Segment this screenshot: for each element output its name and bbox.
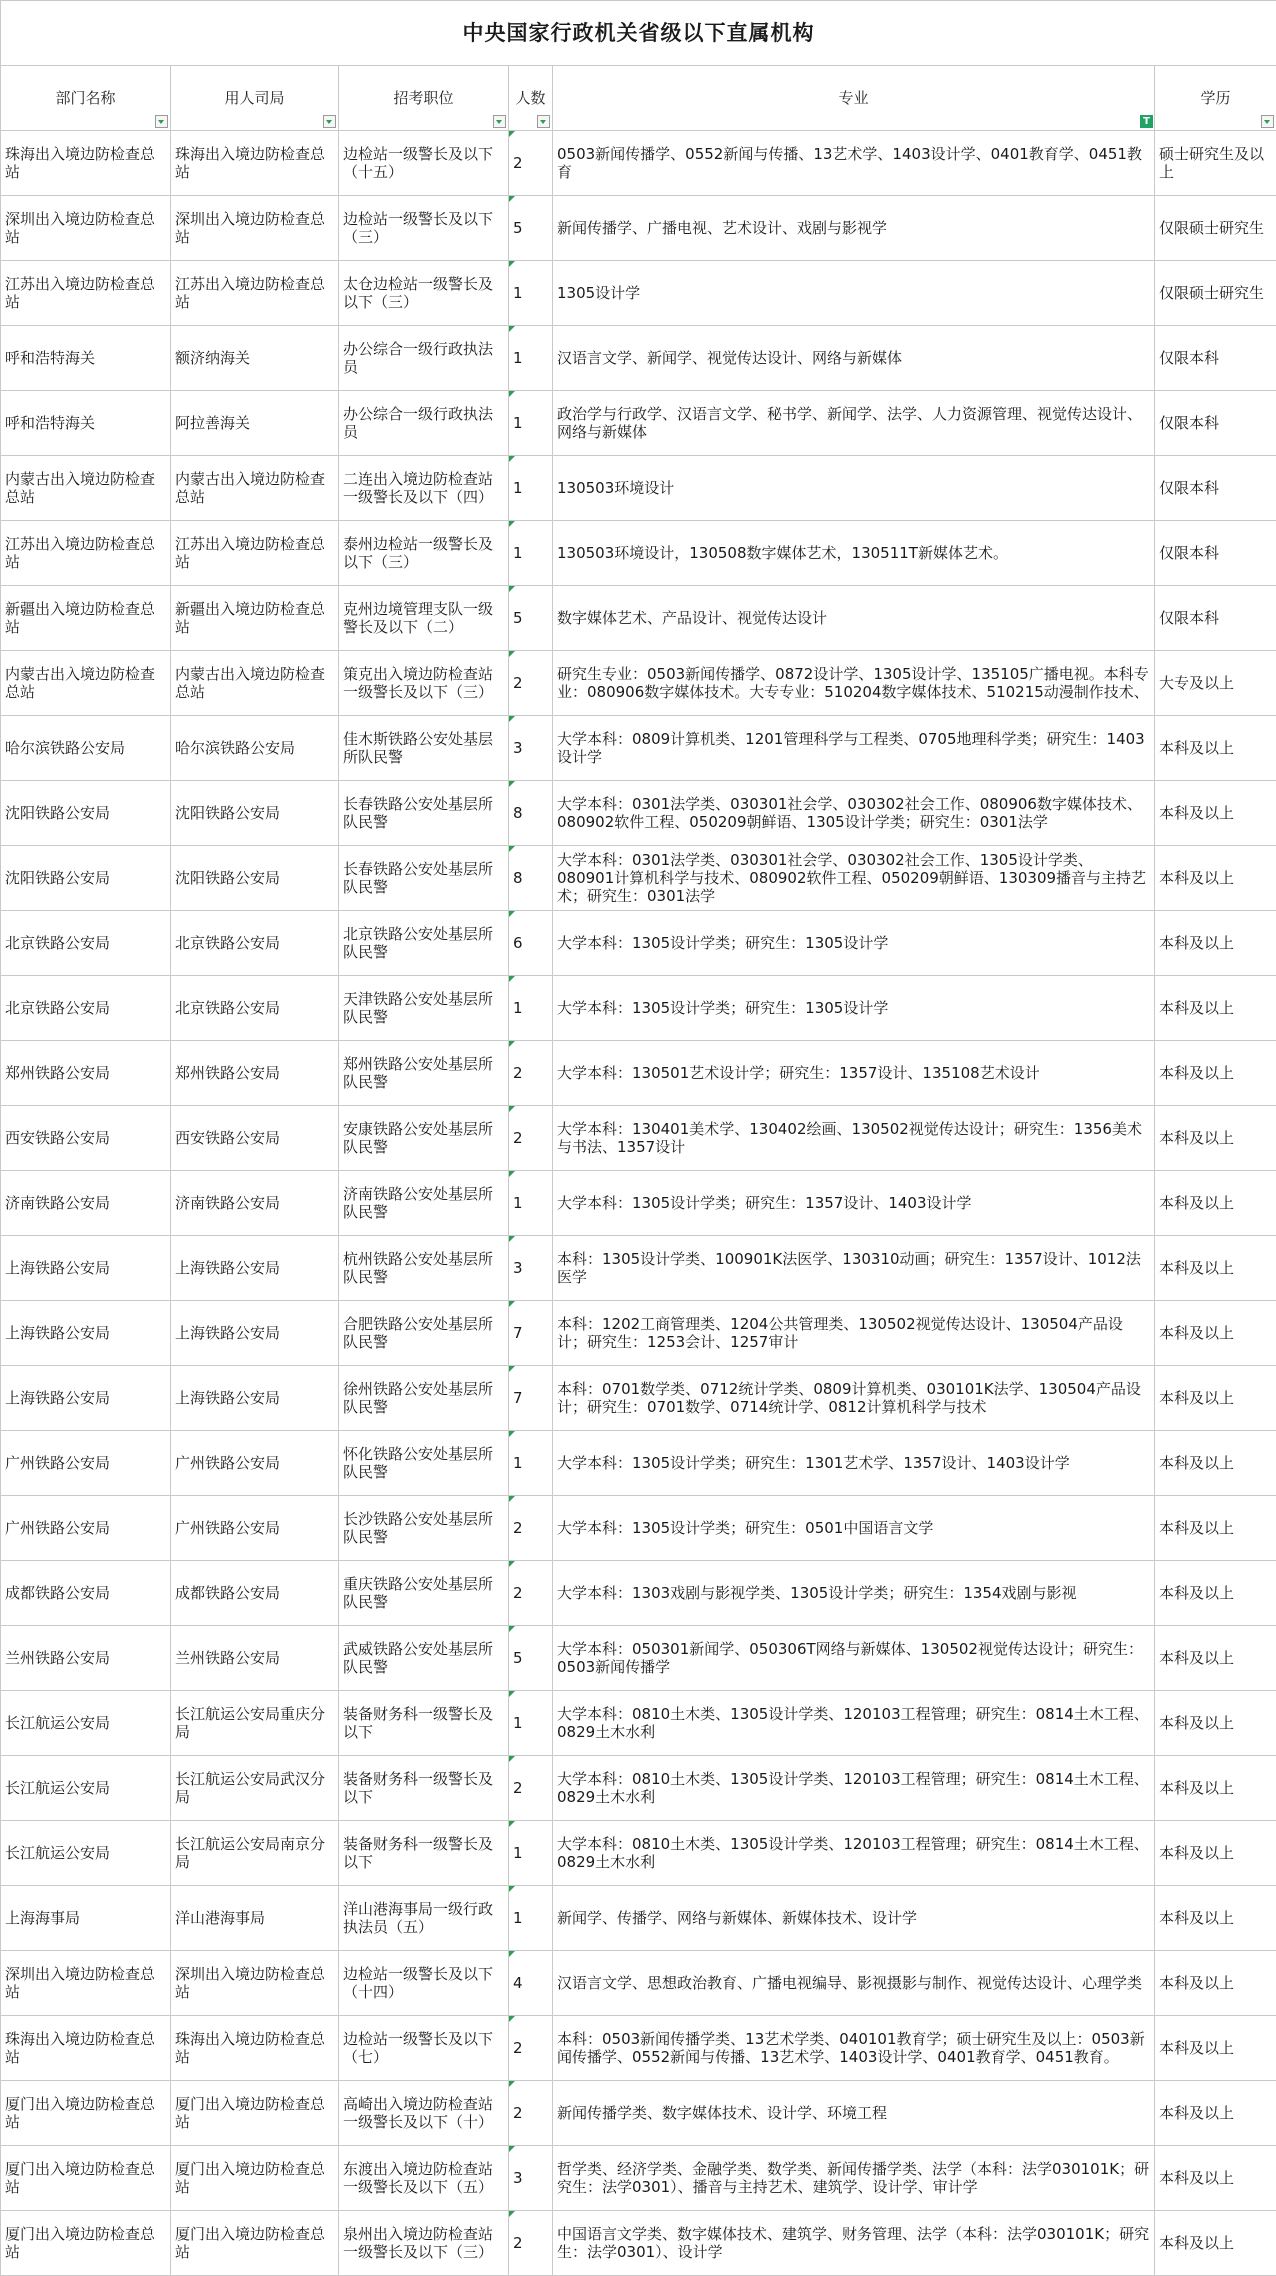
edu-cell[interactable]: 本科及以上 — [1155, 1886, 1276, 1951]
dept-cell[interactable]: 新疆出入境边防检查总站 — [1, 586, 171, 651]
dept-cell[interactable]: 西安铁路公安局 — [1, 1106, 171, 1171]
count-cell[interactable]: 4 — [509, 1951, 553, 2016]
table-row — [1, 2081, 1276, 2146]
position-cell[interactable]: 边检站一级警长及以下（十五） — [339, 131, 509, 196]
bureau-cell[interactable]: 广州铁路公安局 — [171, 1431, 339, 1496]
edu-cell[interactable]: 本科及以上 — [1155, 1106, 1276, 1171]
major-cell[interactable]: 本科：1202工商管理类、1204公共管理类、130502视觉传达设计、130504产品设计；研究生：1253会计、1257审计 — [553, 1301, 1155, 1366]
table-row — [1, 846, 1276, 911]
edu-cell[interactable]: 本科及以上 — [1155, 1041, 1276, 1106]
dept-cell[interactable]: 呼和浩特海关 — [1, 391, 171, 456]
table-row — [1, 1691, 1276, 1756]
filter-dropdown-icon[interactable] — [537, 115, 550, 128]
edu-cell[interactable]: 本科及以上 — [1155, 1821, 1276, 1886]
count-cell[interactable]: 5 — [509, 1626, 553, 1691]
edu-cell[interactable]: 仅限本科 — [1155, 326, 1276, 391]
count-cell[interactable]: 1 — [509, 456, 553, 521]
edu-cell[interactable]: 本科及以上 — [1155, 1561, 1276, 1626]
count-cell[interactable]: 3 — [509, 2146, 553, 2211]
filter-dropdown-icon[interactable] — [155, 115, 168, 128]
major-cell[interactable]: 中国语言文学类、数字媒体技术、建筑学、财务管理、法学（本科：法学030101K；研究生：法学0301）、设计学 — [553, 2211, 1155, 2276]
position-cell[interactable]: 徐州铁路公安处基层所队民警 — [339, 1366, 509, 1431]
position-cell[interactable]: 高崎出入境边防检查站一级警长及以下（十） — [339, 2081, 509, 2146]
table-row — [1, 1756, 1276, 1821]
major-cell[interactable]: 大学本科：0810土木类、1305设计学类、120103工程管理；研究生：0814土木工程、0829土木水利 — [553, 1691, 1155, 1756]
dept-cell[interactable]: 北京铁路公安局 — [1, 976, 171, 1041]
table-row — [1, 521, 1276, 586]
dept-cell[interactable]: 江苏出入境边防检查总站 — [1, 261, 171, 326]
text-filter-icon[interactable]: T — [1140, 115, 1153, 128]
count-cell[interactable]: 8 — [509, 846, 553, 911]
bureau-cell[interactable]: 成都铁路公安局 — [171, 1561, 339, 1626]
bureau-cell[interactable]: 厦门出入境边防检查总站 — [171, 2081, 339, 2146]
bureau-cell[interactable]: 江苏出入境边防检查总站 — [171, 261, 339, 326]
dept-cell[interactable]: 厦门出入境边防检查总站 — [1, 2146, 171, 2211]
count-cell[interactable]: 1 — [509, 1886, 553, 1951]
table-row — [1, 196, 1276, 261]
major-cell[interactable]: 大学本科：1305设计学类；研究生：1305设计学 — [553, 911, 1155, 976]
edu-cell[interactable]: 硕士研究生及以上 — [1155, 131, 1276, 196]
column-header-major[interactable] — [553, 66, 1155, 131]
major-cell[interactable]: 大学本科：1305设计学类；研究生：0501中国语言文学 — [553, 1496, 1155, 1561]
table-row — [1, 1951, 1276, 2016]
count-cell[interactable]: 2 — [509, 1561, 553, 1626]
dept-cell[interactable]: 江苏出入境边防检查总站 — [1, 521, 171, 586]
count-cell[interactable]: 1 — [509, 391, 553, 456]
dept-cell[interactable]: 哈尔滨铁路公安局 — [1, 716, 171, 781]
count-cell[interactable]: 3 — [509, 716, 553, 781]
edu-cell[interactable]: 本科及以上 — [1155, 2016, 1276, 2081]
count-cell[interactable]: 5 — [509, 196, 553, 261]
bureau-cell[interactable]: 深圳出入境边防检查总站 — [171, 1951, 339, 2016]
major-cell[interactable]: 大学本科：0301法学类、030301社会学、030302社会工作、1305设计学类、080901计算机科学与技术、080902软件工程、050209朝鲜语、130309播音与主持艺术；研究生：0301法学 — [553, 846, 1155, 911]
position-cell[interactable]: 办公综合一级行政执法员 — [339, 391, 509, 456]
column-header-label: 人数 — [515, 89, 546, 107]
position-cell[interactable]: 泰州边检站一级警长及以下（三） — [339, 521, 509, 586]
edu-cell[interactable]: 本科及以上 — [1155, 1301, 1276, 1366]
bureau-cell[interactable]: 阿拉善海关 — [171, 391, 339, 456]
position-cell[interactable]: 克州边境管理支队一级警长及以下（二） — [339, 586, 509, 651]
edu-cell[interactable]: 仅限本科 — [1155, 521, 1276, 586]
major-cell[interactable]: 新闻传播学、广播电视、艺术设计、戏剧与影视学 — [553, 196, 1155, 261]
count-cell[interactable]: 1 — [509, 1171, 553, 1236]
column-header-label: 招考职位 — [393, 89, 454, 107]
position-cell[interactable]: 长春铁路公安处基层所队民警 — [339, 781, 509, 846]
position-cell[interactable]: 怀化铁路公安处基层所队民警 — [339, 1431, 509, 1496]
position-cell[interactable]: 装备财务科一级警长及以下 — [339, 1821, 509, 1886]
edu-cell[interactable]: 本科及以上 — [1155, 846, 1276, 911]
major-cell[interactable]: 新闻学、传播学、网络与新媒体、新媒体技术、设计学 — [553, 1886, 1155, 1951]
bureau-cell[interactable]: 深圳出入境边防检查总站 — [171, 196, 339, 261]
position-cell[interactable]: 安康铁路公安处基层所队民警 — [339, 1106, 509, 1171]
bureau-cell[interactable]: 上海铁路公安局 — [171, 1366, 339, 1431]
table-row — [1, 1366, 1276, 1431]
major-cell[interactable]: 大学本科：050301新闻学、050306T网络与新媒体、130502视觉传达设计；研究生：0503新闻传播学 — [553, 1626, 1155, 1691]
bureau-cell[interactable]: 沈阳铁路公安局 — [171, 781, 339, 846]
count-cell[interactable]: 6 — [509, 911, 553, 976]
table-row — [1, 1236, 1276, 1301]
count-cell[interactable]: 1 — [509, 261, 553, 326]
count-cell[interactable]: 1 — [509, 521, 553, 586]
count-cell[interactable]: 2 — [509, 2016, 553, 2081]
bureau-cell[interactable]: 厦门出入境边防检查总站 — [171, 2146, 339, 2211]
table-row — [1, 261, 1276, 326]
count-cell[interactable]: 2 — [509, 2081, 553, 2146]
major-cell[interactable]: 汉语言文学、新闻学、视觉传达设计、网络与新媒体 — [553, 326, 1155, 391]
table-row — [1, 1301, 1276, 1366]
dept-cell[interactable]: 广州铁路公安局 — [1, 1431, 171, 1496]
major-cell[interactable]: 大学本科：130501艺术设计学；研究生：1357设计、135108艺术设计 — [553, 1041, 1155, 1106]
bureau-cell[interactable]: 济南铁路公安局 — [171, 1171, 339, 1236]
table-row — [1, 1171, 1276, 1236]
bureau-cell[interactable]: 上海铁路公安局 — [171, 1301, 339, 1366]
edu-cell[interactable]: 本科及以上 — [1155, 1691, 1276, 1756]
major-cell[interactable]: 0503新闻传播学、0552新闻与传播、13艺术学、1403设计学、0401教育学、0451教育 — [553, 131, 1155, 196]
column-header-bureau[interactable] — [171, 66, 339, 131]
table-row — [1, 1041, 1276, 1106]
column-header-label: 用人司局 — [224, 89, 285, 107]
edu-cell[interactable]: 大专及以上 — [1155, 651, 1276, 716]
major-cell[interactable]: 政治学与行政学、汉语言文学、秘书学、新闻学、法学、人力资源管理、视觉传达设计、网络与新媒体 — [553, 391, 1155, 456]
count-cell[interactable]: 5 — [509, 586, 553, 651]
header-row — [1, 66, 1276, 131]
bureau-cell[interactable]: 洋山港海事局 — [171, 1886, 339, 1951]
column-header-label: 专业 — [838, 89, 869, 107]
dept-cell[interactable]: 北京铁路公安局 — [1, 911, 171, 976]
position-cell[interactable]: 办公综合一级行政执法员 — [339, 326, 509, 391]
count-cell[interactable]: 1 — [509, 1431, 553, 1496]
bureau-cell[interactable]: 哈尔滨铁路公安局 — [171, 716, 339, 781]
position-cell[interactable]: 济南铁路公安处基层所队民警 — [339, 1171, 509, 1236]
major-cell[interactable]: 大学本科：0301法学类、030301社会学、030302社会工作、080906数字媒体技术、080902软件工程、050209朝鲜语、1305设计学类；研究生：0301法学 — [553, 781, 1155, 846]
bureau-cell[interactable]: 沈阳铁路公安局 — [171, 846, 339, 911]
dept-cell[interactable]: 上海铁路公安局 — [1, 1301, 171, 1366]
edu-cell[interactable]: 本科及以上 — [1155, 1236, 1276, 1301]
table-row — [1, 326, 1276, 391]
position-cell[interactable]: 边检站一级警长及以下（七） — [339, 2016, 509, 2081]
bureau-cell[interactable]: 北京铁路公安局 — [171, 911, 339, 976]
column-header-edu[interactable] — [1155, 66, 1276, 131]
dept-cell[interactable]: 珠海出入境边防检查总站 — [1, 2016, 171, 2081]
table-row — [1, 1886, 1276, 1951]
column-header-position[interactable] — [339, 66, 509, 131]
edu-cell[interactable]: 本科及以上 — [1155, 1626, 1276, 1691]
bureau-cell[interactable]: 西安铁路公安局 — [171, 1106, 339, 1171]
dept-cell[interactable]: 济南铁路公安局 — [1, 1171, 171, 1236]
table-row — [1, 1106, 1276, 1171]
major-cell[interactable]: 大学本科：130401美术学、130402绘画、130502视觉传达设计；研究生：1356美术与书法、1357设计 — [553, 1106, 1155, 1171]
bureau-cell[interactable]: 广州铁路公安局 — [171, 1496, 339, 1561]
column-header-dept[interactable] — [1, 66, 171, 131]
count-cell[interactable]: 2 — [509, 1496, 553, 1561]
edu-cell[interactable]: 本科及以上 — [1155, 716, 1276, 781]
dept-cell[interactable]: 广州铁路公安局 — [1, 1496, 171, 1561]
bureau-cell[interactable]: 长江航运公安局武汉分局 — [171, 1756, 339, 1821]
major-cell[interactable]: 大学本科：1305设计学类；研究生：1305设计学 — [553, 976, 1155, 1041]
position-cell[interactable]: 北京铁路公安处基层所队民警 — [339, 911, 509, 976]
position-cell[interactable]: 天津铁路公安处基层所队民警 — [339, 976, 509, 1041]
position-cell[interactable]: 洋山港海事局一级行政执法员（五） — [339, 1886, 509, 1951]
edu-cell[interactable]: 本科及以上 — [1155, 1366, 1276, 1431]
bureau-cell[interactable]: 兰州铁路公安局 — [171, 1626, 339, 1691]
dept-cell[interactable]: 兰州铁路公安局 — [1, 1626, 171, 1691]
position-cell[interactable]: 太仓边检站一级警长及以下（三） — [339, 261, 509, 326]
bureau-cell[interactable]: 长江航运公安局南京分局 — [171, 1821, 339, 1886]
table-row — [1, 131, 1276, 196]
dept-cell[interactable]: 厦门出入境边防检查总站 — [1, 2211, 171, 2276]
count-cell[interactable]: 1 — [509, 1691, 553, 1756]
edu-cell[interactable]: 仅限本科 — [1155, 586, 1276, 651]
position-cell[interactable]: 武威铁路公安处基层所队民警 — [339, 1626, 509, 1691]
bureau-cell[interactable]: 上海铁路公安局 — [171, 1236, 339, 1301]
dept-cell[interactable]: 沈阳铁路公安局 — [1, 781, 171, 846]
bureau-cell[interactable]: 江苏出入境边防检查总站 — [171, 521, 339, 586]
major-cell[interactable]: 130503环境设计 — [553, 456, 1155, 521]
table-row — [1, 2016, 1276, 2081]
dept-cell[interactable]: 上海铁路公安局 — [1, 1236, 171, 1301]
major-cell[interactable]: 大学本科：0810土木类、1305设计学类、120103工程管理；研究生：0814土木工程、0829土木水利 — [553, 1756, 1155, 1821]
table-row — [1, 2211, 1276, 2276]
dept-cell[interactable]: 内蒙古出入境边防检查总站 — [1, 456, 171, 521]
edu-cell[interactable]: 仅限硕士研究生 — [1155, 196, 1276, 261]
edu-cell[interactable]: 本科及以上 — [1155, 1431, 1276, 1496]
major-cell[interactable]: 数字媒体艺术、产品设计、视觉传达设计 — [553, 586, 1155, 651]
dept-cell[interactable]: 深圳出入境边防检查总站 — [1, 196, 171, 261]
dept-cell[interactable]: 长江航运公安局 — [1, 1821, 171, 1886]
position-cell[interactable]: 装备财务科一级警长及以下 — [339, 1691, 509, 1756]
dept-cell[interactable]: 长江航运公安局 — [1, 1756, 171, 1821]
major-cell[interactable]: 1305设计学 — [553, 261, 1155, 326]
bureau-cell[interactable]: 北京铁路公安局 — [171, 976, 339, 1041]
position-cell[interactable]: 边检站一级警长及以下（十四） — [339, 1951, 509, 2016]
position-cell[interactable]: 东渡出入境边防检查站一级警长及以下（五） — [339, 2146, 509, 2211]
major-cell[interactable]: 大学本科：1305设计学类；研究生：1357设计、1403设计学 — [553, 1171, 1155, 1236]
position-cell[interactable]: 泉州出入境边防检查站一级警长及以下（三） — [339, 2211, 509, 2276]
edu-cell[interactable]: 本科及以上 — [1155, 2081, 1276, 2146]
dept-cell[interactable]: 内蒙古出入境边防检查总站 — [1, 651, 171, 716]
position-cell[interactable]: 长春铁路公安处基层所队民警 — [339, 846, 509, 911]
table-row — [1, 1821, 1276, 1886]
table-title: 中央国家行政机关省级以下直属机构 — [1, 1, 1276, 66]
edu-cell[interactable]: 本科及以上 — [1155, 781, 1276, 846]
edu-cell[interactable]: 仅限本科 — [1155, 456, 1276, 521]
bureau-cell[interactable]: 内蒙古出入境边防检查总站 — [171, 456, 339, 521]
position-cell[interactable]: 郑州铁路公安处基层所队民警 — [339, 1041, 509, 1106]
count-cell[interactable]: 7 — [509, 1301, 553, 1366]
major-cell[interactable]: 大学本科：1305设计学类；研究生：1301艺术学、1357设计、1403设计学 — [553, 1431, 1155, 1496]
dept-cell[interactable]: 深圳出入境边防检查总站 — [1, 1951, 171, 2016]
table-row — [1, 651, 1276, 716]
dept-cell[interactable]: 上海海事局 — [1, 1886, 171, 1951]
dept-cell[interactable]: 呼和浩特海关 — [1, 326, 171, 391]
filter-dropdown-icon[interactable] — [1261, 115, 1274, 128]
table-row — [1, 2146, 1276, 2211]
major-cell[interactable]: 研究生专业：0503新闻传播学、0872设计学、1305设计学、135105广播电视。本科专业：080906数字媒体技术。大专专业：510204数字媒体技术、510215动漫制作技术、 — [553, 651, 1155, 716]
edu-cell[interactable]: 仅限本科 — [1155, 391, 1276, 456]
major-cell[interactable]: 大学本科：0810土木类、1305设计学类、120103工程管理；研究生：0814土木工程、0829土木水利 — [553, 1821, 1155, 1886]
bureau-cell[interactable]: 珠海出入境边防检查总站 — [171, 2016, 339, 2081]
count-cell[interactable]: 2 — [509, 1041, 553, 1106]
edu-cell[interactable]: 本科及以上 — [1155, 2211, 1276, 2276]
table-row — [1, 391, 1276, 456]
dept-cell[interactable]: 成都铁路公安局 — [1, 1561, 171, 1626]
bureau-cell[interactable]: 厦门出入境边防检查总站 — [171, 2211, 339, 2276]
table-row — [1, 586, 1276, 651]
table-row — [1, 976, 1276, 1041]
position-cell[interactable]: 边检站一级警长及以下（三） — [339, 196, 509, 261]
position-cell[interactable]: 杭州铁路公安处基层所队民警 — [339, 1236, 509, 1301]
column-header-label: 部门名称 — [55, 89, 116, 107]
column-header-label: 学历 — [1200, 89, 1231, 107]
count-cell[interactable]: 2 — [509, 131, 553, 196]
edu-cell[interactable]: 本科及以上 — [1155, 1951, 1276, 2016]
dept-cell[interactable]: 长江航运公安局 — [1, 1691, 171, 1756]
edu-cell[interactable]: 本科及以上 — [1155, 1756, 1276, 1821]
major-cell[interactable]: 本科：1305设计学类、100901K法医学、130310动画；研究生：1357设计、1012法医学 — [553, 1236, 1155, 1301]
count-cell[interactable]: 2 — [509, 1106, 553, 1171]
major-cell[interactable]: 大学本科：1303戏剧与影视学类、1305设计学类；研究生：1354戏剧与影视 — [553, 1561, 1155, 1626]
table-row — [1, 1626, 1276, 1691]
edu-cell[interactable]: 本科及以上 — [1155, 1496, 1276, 1561]
major-cell[interactable]: 130503环境设计，130508数字媒体艺术，130511T新媒体艺术。 — [553, 521, 1155, 586]
table-row — [1, 1496, 1276, 1561]
position-cell[interactable]: 合肥铁路公安处基层所队民警 — [339, 1301, 509, 1366]
filter-dropdown-icon[interactable] — [323, 115, 336, 128]
position-cell[interactable]: 重庆铁路公安处基层所队民警 — [339, 1561, 509, 1626]
column-header-count[interactable] — [509, 66, 553, 131]
dept-cell[interactable]: 厦门出入境边防检查总站 — [1, 2081, 171, 2146]
count-cell[interactable]: 1 — [509, 976, 553, 1041]
bureau-cell[interactable]: 额济纳海关 — [171, 326, 339, 391]
edu-cell[interactable]: 本科及以上 — [1155, 911, 1276, 976]
count-cell[interactable]: 3 — [509, 1236, 553, 1301]
filter-dropdown-icon[interactable] — [493, 115, 506, 128]
position-cell[interactable]: 二连出入境边防检查站一级警长及以下（四） — [339, 456, 509, 521]
count-cell[interactable]: 7 — [509, 1366, 553, 1431]
major-cell[interactable]: 本科：0701数学类、0712统计学类、0809计算机类、030101K法学、130504产品设计；研究生：0701数学、0714统计学、0812计算机科学与技术 — [553, 1366, 1155, 1431]
table-row — [1, 716, 1276, 781]
edu-cell[interactable]: 本科及以上 — [1155, 1171, 1276, 1236]
table-row — [1, 1431, 1276, 1496]
count-cell[interactable]: 8 — [509, 781, 553, 846]
position-cell[interactable]: 策克出入境边防检查站一级警长及以下（三） — [339, 651, 509, 716]
position-cell[interactable]: 长沙铁路公安处基层所队民警 — [339, 1496, 509, 1561]
dept-cell[interactable]: 沈阳铁路公安局 — [1, 846, 171, 911]
edu-cell[interactable]: 本科及以上 — [1155, 2146, 1276, 2211]
major-cell[interactable]: 汉语言文学、思想政治教育、广播电视编导、影视摄影与制作、视觉传达设计、心理学类 — [553, 1951, 1155, 2016]
count-cell[interactable]: 1 — [509, 326, 553, 391]
bureau-cell[interactable]: 长江航运公安局重庆分局 — [171, 1691, 339, 1756]
bureau-cell[interactable]: 新疆出入境边防检查总站 — [171, 586, 339, 651]
bureau-cell[interactable]: 珠海出入境边防检查总站 — [171, 131, 339, 196]
table-row — [1, 1561, 1276, 1626]
table-row — [1, 781, 1276, 846]
position-cell[interactable]: 佳木斯铁路公安处基层所队民警 — [339, 716, 509, 781]
table-row — [1, 911, 1276, 976]
bureau-cell[interactable]: 郑州铁路公安局 — [171, 1041, 339, 1106]
edu-cell[interactable]: 本科及以上 — [1155, 976, 1276, 1041]
table-row — [1, 456, 1276, 521]
count-cell[interactable]: 2 — [509, 651, 553, 716]
major-cell[interactable]: 本科：0503新闻传播学类、13艺术学类、040101教育学；硕士研究生及以上：0503新闻传播学、0552新闻与传播、13艺术学、1403设计学、0401教育学、0451教育。 — [553, 2016, 1155, 2081]
edu-cell[interactable]: 仅限硕士研究生 — [1155, 261, 1276, 326]
count-cell[interactable]: 2 — [509, 2211, 553, 2276]
count-cell[interactable]: 1 — [509, 1821, 553, 1886]
count-cell[interactable]: 2 — [509, 1756, 553, 1821]
position-cell[interactable]: 装备财务科一级警长及以下 — [339, 1756, 509, 1821]
dept-cell[interactable]: 郑州铁路公安局 — [1, 1041, 171, 1106]
dept-cell[interactable]: 珠海出入境边防检查总站 — [1, 131, 171, 196]
bureau-cell[interactable]: 内蒙古出入境边防检查总站 — [171, 651, 339, 716]
major-cell[interactable]: 新闻传播学类、数字媒体技术、设计学、环境工程 — [553, 2081, 1155, 2146]
major-cell[interactable]: 哲学类、经济学类、金融学类、数学类、新闻传播学类、法学（本科：法学030101K；研究生：法学0301）、播音与主持艺术、建筑学、设计学、审计学 — [553, 2146, 1155, 2211]
major-cell[interactable]: 大学本科：0809计算机类、1201管理科学与工程类、0705地理科学类；研究生：1403设计学 — [553, 716, 1155, 781]
dept-cell[interactable]: 上海铁路公安局 — [1, 1366, 171, 1431]
